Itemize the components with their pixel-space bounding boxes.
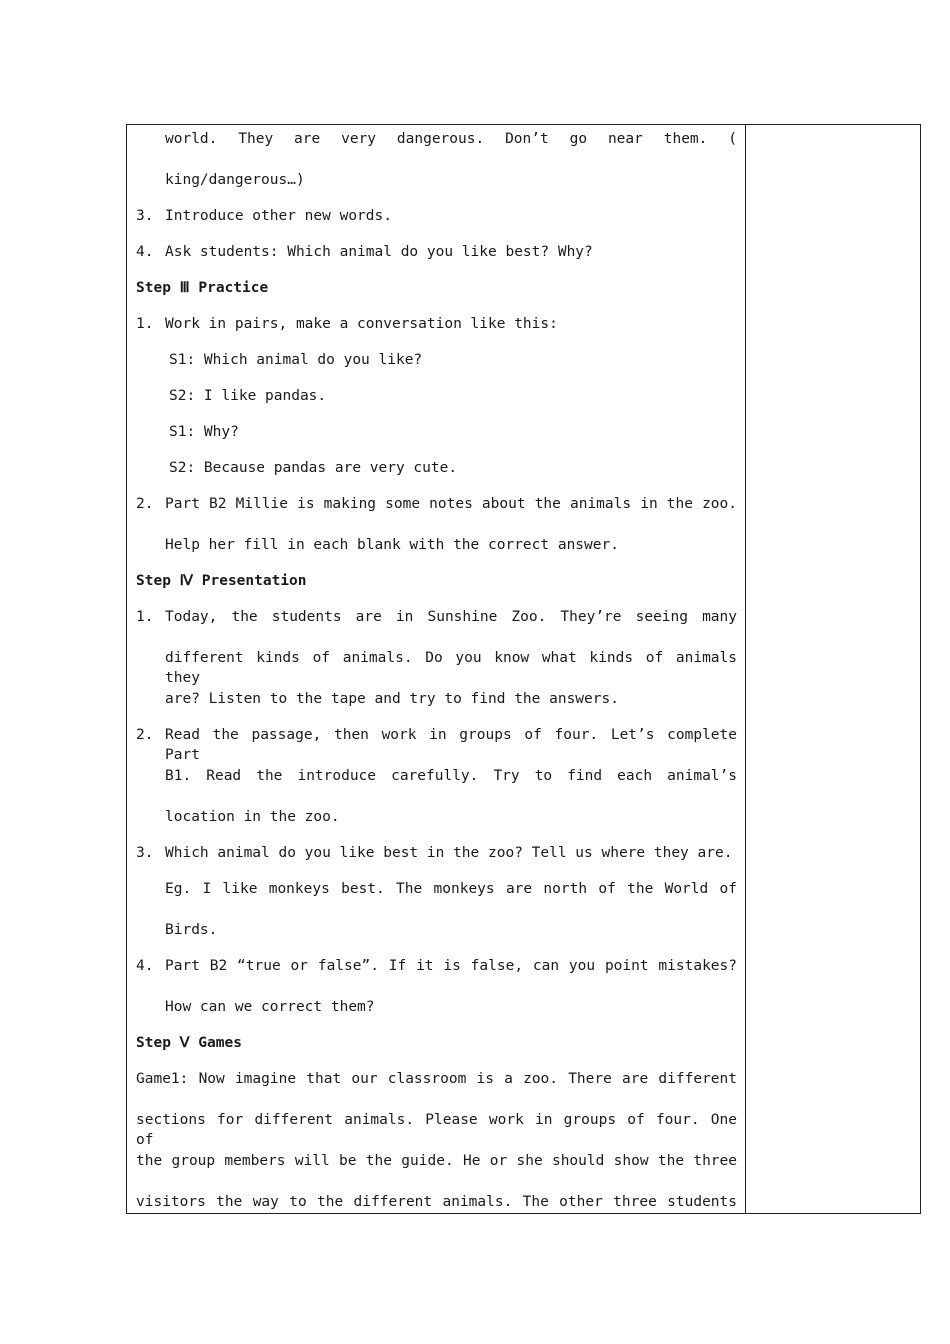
list-number: 1. (136, 316, 154, 332)
text-line: Work in pairs, make a conversation like this: (165, 316, 558, 332)
text-line: S1: Why? (169, 424, 239, 440)
column-divider (745, 125, 746, 1213)
text-line: Birds. (165, 922, 218, 938)
list-number: 4. (136, 958, 154, 974)
step-heading: Step Ⅲ Practice (136, 280, 269, 296)
text-line: S2: Because pandas are very cute. (169, 460, 458, 476)
text-line: Game1: Now imagine that our classroom is a zoo. There are different (136, 1071, 737, 1087)
text-line: Part B2 Millie is making some notes about the animals in the zoo. (165, 496, 737, 512)
step-heading: Step Ⅳ Presentation (136, 573, 307, 589)
text-line: the group members will be the guide. He or she should show the three (136, 1153, 737, 1169)
text-line: different kinds of animals. Do you know what kinds of animals they (165, 650, 737, 686)
text-line: How can we correct them? (165, 999, 375, 1015)
text-line: Today, the students are in Sunshine Zoo. They’re seeing many (165, 609, 737, 625)
text-line: Part B2 “true or false”. If it is false, can you point mistakes? (165, 958, 737, 974)
list-number: 1. (136, 609, 154, 625)
text-line: Which animal do you like best in the zoo? Tell us where they are. (165, 845, 733, 861)
list-number: 2. (136, 727, 154, 743)
list-number: 2. (136, 496, 154, 512)
text-line: are? Listen to the tape and try to find the answers. (165, 691, 619, 707)
text-line: Eg. I like monkeys best. The monkeys are north of the World of (165, 881, 737, 897)
text-line: world. They are very dangerous. Don’t go near them. ( (165, 131, 737, 147)
step-heading: Step Ⅴ Games (136, 1035, 242, 1051)
list-number: 3. (136, 208, 154, 224)
text-line: king/dangerous…) (165, 172, 305, 188)
text-line: visitors the way to the different animals. The other three students (136, 1194, 737, 1210)
text-line: Read the passage, then work in groups of four. Let’s complete Part (165, 727, 737, 763)
lesson-plan-table (126, 124, 921, 1214)
text-line: Help her fill in each blank with the correct answer. (165, 537, 619, 553)
list-number: 4. (136, 244, 154, 260)
text-line: S2: I like pandas. (169, 388, 327, 404)
text-line: Introduce other new words. (165, 208, 392, 224)
text-line: B1. Read the introduce carefully. Try to find each animal’s (165, 768, 737, 784)
text-line: sections for different animals. Please work in groups of four. One of (136, 1112, 737, 1148)
text-line: Ask students: Which animal do you like best? Why? (165, 244, 593, 260)
text-line: S1: Which animal do you like? (169, 352, 423, 368)
list-number: 3. (136, 845, 154, 861)
text-line: location in the zoo. (165, 809, 340, 825)
